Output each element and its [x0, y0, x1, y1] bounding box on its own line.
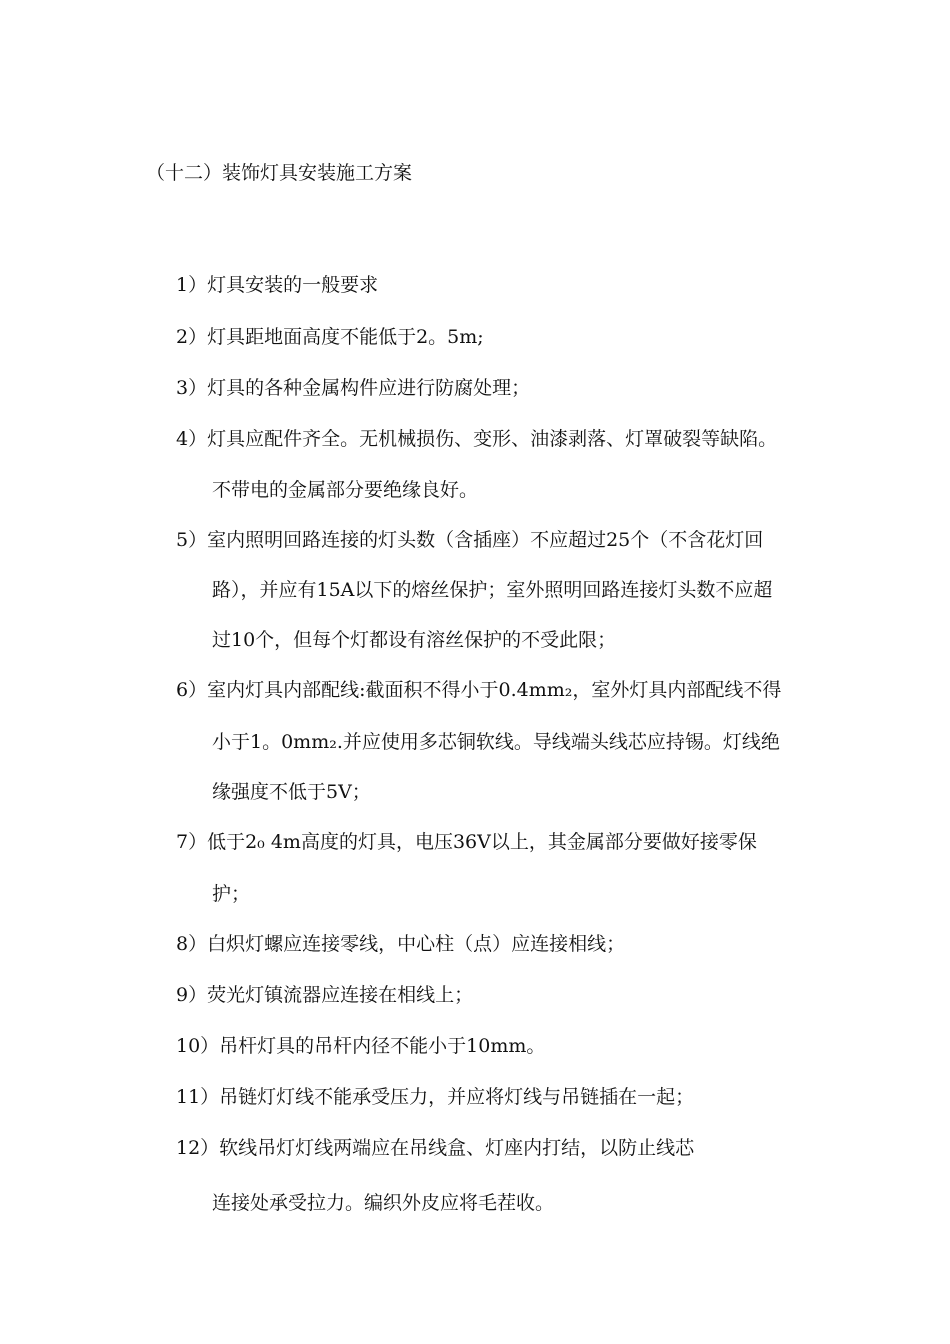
item-3: 3）灯具的各种金属构件应进行防腐处理；	[176, 377, 531, 399]
item-5: 5）室内照明回路连接的灯头数（含插座）不应超过25个（不含花灯回	[176, 529, 764, 551]
item-11: 11）吊链灯灯线不能承受压力，并应将灯线与吊链插在一起；	[176, 1086, 695, 1108]
item-12: 12）软线吊灯灯线两端应在吊线盒、灯座内打结，以防止线芯	[176, 1137, 695, 1159]
section-title: （十二）装饰灯具安装施工方案	[146, 162, 413, 184]
item-7: 7）低于2₀ 4m高度的灯具，电压36V以上，其金属部分要做好接零保	[176, 831, 757, 853]
item-8: 8）白炽灯螺应连接零线，中心柱（点）应连接相线；	[176, 933, 626, 955]
item-12-cont: 连接处承受拉力。编织外皮应将毛茬收。	[212, 1192, 555, 1214]
item-6-cont-2: 缘强度不低于5V；	[212, 781, 371, 803]
item-6-cont-1: 小于1。0mm₂.并应使用多芯铜软线。导线端头线芯应持锡。灯线绝	[212, 731, 780, 753]
item-5-cont-1: 路），并应有15A以下的熔丝保护；室外照明回路连接灯头数不应超	[212, 579, 773, 601]
item-4: 4）灯具应配件齐全。无机械损伤、变形、油漆剥落、灯罩破裂等缺陷。	[176, 428, 778, 450]
item-4-cont: 不带电的金属部分要绝缘良好。	[212, 479, 479, 501]
item-9: 9）荧光灯镇流器应连接在相线上；	[176, 984, 474, 1006]
item-5-cont-2: 过10个，但每个灯都设有溶丝保护的不受此限；	[212, 629, 617, 651]
item-7-cont: 护；	[212, 883, 251, 905]
item-6: 6）室内灯具内部配线:截面积不得小于0.4mm₂，室外灯具内部配线不得	[176, 679, 782, 701]
item-2: 2）灯具距地面高度不能低于2。5m;	[176, 326, 484, 348]
item-10: 10）吊杆灯具的吊杆内径不能小于10mm。	[176, 1035, 546, 1057]
item-1: 1）灯具安装的一般要求	[176, 274, 379, 296]
